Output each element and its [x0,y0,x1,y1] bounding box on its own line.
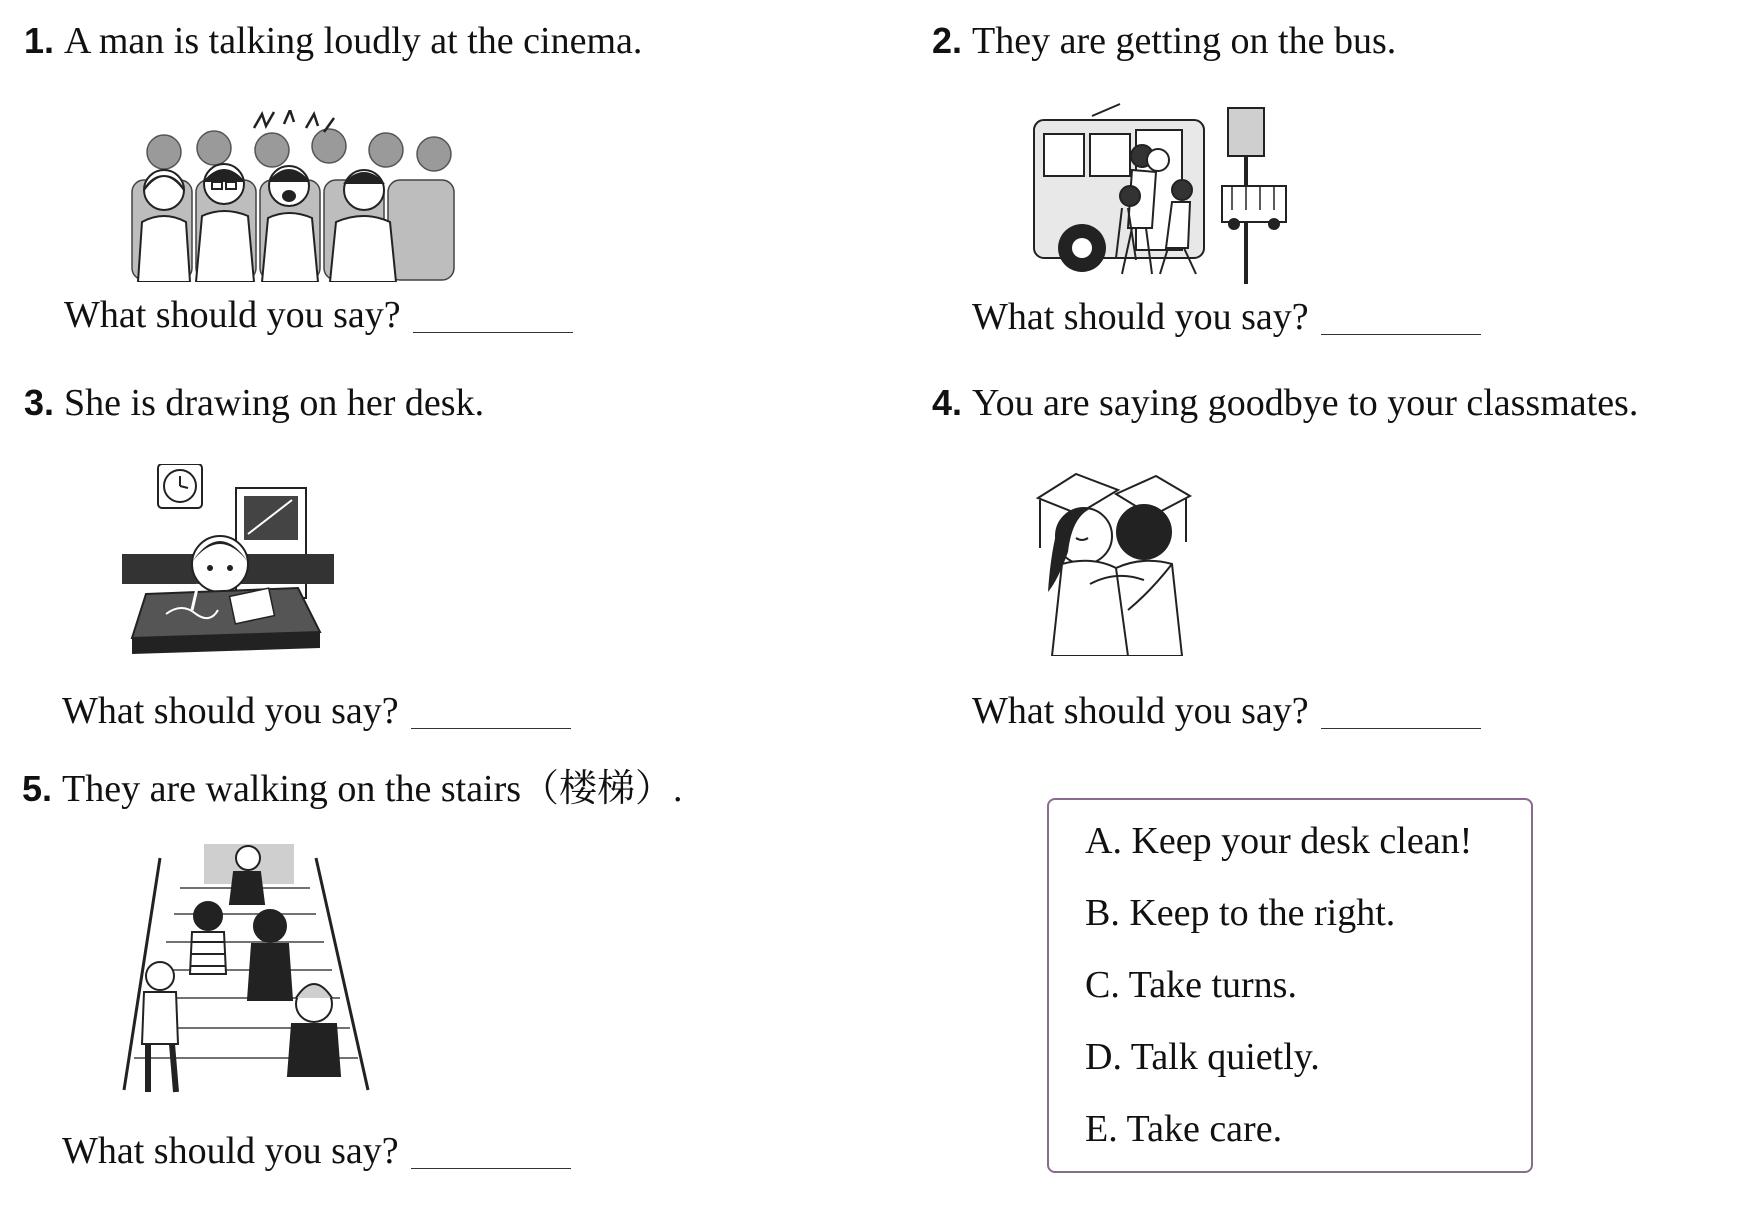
answer-prompt [62,1128,571,1174]
question-number: 4. [932,382,963,423]
question-title [22,766,683,812]
answer-blank[interactable] [1321,304,1481,335]
question-title [24,18,642,64]
question-5 [22,766,822,1186]
option-a: A. Keep your desk clean! [1085,820,1473,862]
prompt-text: What should you say? [62,690,399,732]
question-text: They are getting on the bus. [972,20,1397,62]
bus-stop-illustration [1032,98,1302,288]
question-title [932,18,1396,64]
question-1 [24,18,804,358]
children-on-stairs-illustration [120,844,372,1094]
answer-blank[interactable] [413,302,573,333]
question-number: 1. [24,20,55,61]
question-4 [932,380,1732,740]
question-text: A man is talking loudly at the cinema. [64,20,643,62]
answer-prompt [62,688,571,734]
answer-options-box [1047,798,1533,1173]
question-title [24,380,484,426]
answer-prompt [972,294,1481,340]
answer-prompt [972,688,1481,734]
option-b: B. Keep to the right. [1085,892,1396,934]
question-2 [932,18,1712,358]
question-text: You are saying goodbye to your classmates. [972,382,1639,424]
question-number: 2. [932,20,963,61]
answer-blank[interactable] [411,1138,571,1169]
question-number: 5. [22,768,53,809]
question-number: 3. [24,382,55,423]
prompt-text: What should you say? [64,294,401,336]
prompt-text: What should you say? [972,296,1309,338]
girl-drawing-illustration [122,464,334,654]
option-d: D. Talk quietly. [1085,1036,1320,1078]
answer-blank[interactable] [411,698,571,729]
option-c: C. Take turns. [1085,964,1297,1006]
question-text: She is drawing on her desk. [64,382,485,424]
option-e: E. Take care. [1085,1108,1283,1150]
question-text: They are walking on the stairs（楼梯）. [62,768,683,810]
question-3 [24,380,804,740]
answer-prompt [64,292,573,338]
prompt-text: What should you say? [62,1130,399,1172]
graduates-hugging-illustration [1032,460,1202,656]
question-title [932,380,1638,426]
prompt-text: What should you say? [972,690,1309,732]
answer-blank[interactable] [1321,698,1481,729]
cinema-audience-illustration [124,110,464,282]
